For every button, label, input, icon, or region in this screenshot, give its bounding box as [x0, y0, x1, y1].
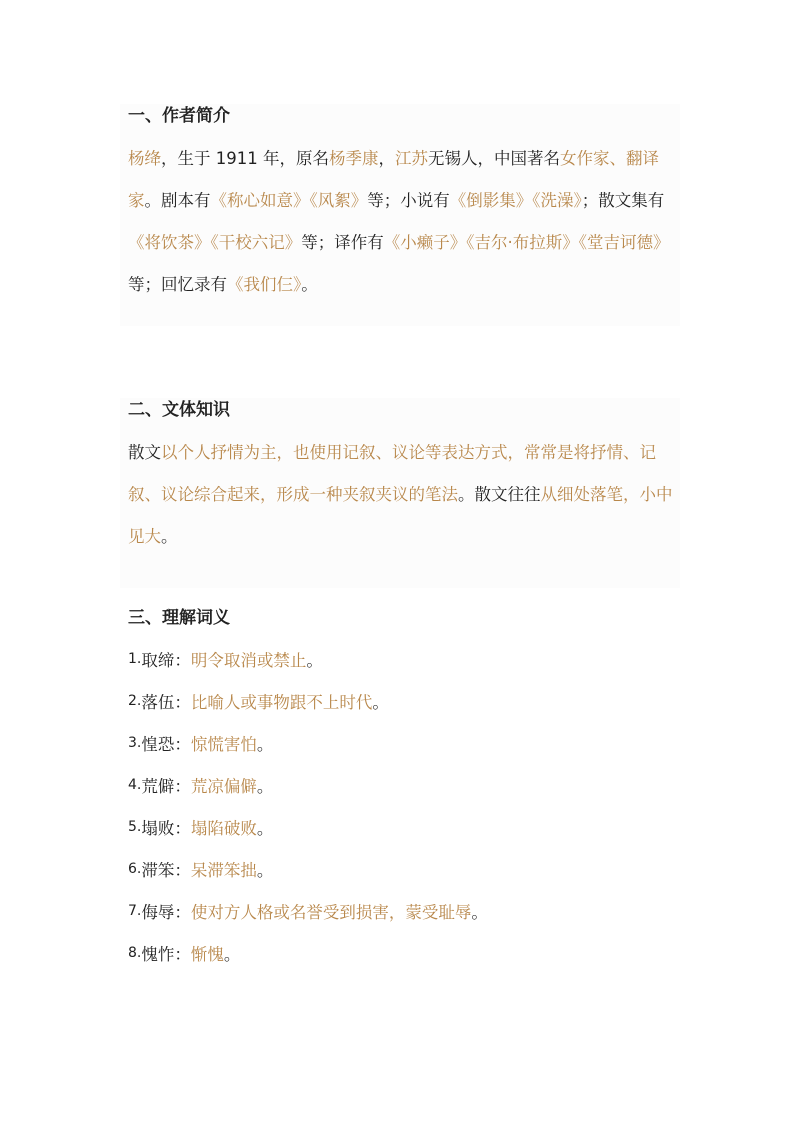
body-text: ， [378, 149, 395, 168]
separator: ： [174, 945, 191, 964]
vocabulary-definition: 塌陷破败 [190, 819, 257, 838]
highlighted-text: 《我们仨》 [227, 275, 302, 294]
end-punctuation: 。 [306, 651, 323, 670]
vocabulary-item [120, 892, 680, 934]
body-text: 无锡人，中国著名 [427, 149, 560, 168]
end-punctuation: 。 [256, 819, 274, 838]
highlighted-text: 江苏 [394, 149, 428, 168]
section-heading-genre: 二、文体知识 [128, 400, 230, 420]
vocabulary-item [120, 808, 680, 850]
section-heading-vocabulary: 三、理解词义 [128, 608, 230, 628]
vocabulary-word: 滞笨 [141, 861, 175, 880]
vocabulary-definition: 比喻人或事物跟不上时代 [190, 693, 373, 712]
vocabulary-item [120, 640, 680, 682]
vocabulary-word: 塌败 [141, 819, 175, 838]
vocabulary-word: 惶恐 [141, 735, 175, 754]
item-number: 4. [128, 777, 142, 793]
end-punctuation: 。 [471, 903, 488, 922]
separator: ： [174, 819, 191, 838]
body-text: 。剧本有 [144, 191, 211, 210]
separator: ： [174, 651, 191, 670]
vocabulary-definition: 惊慌害怕 [190, 735, 257, 754]
body-text: 等；回忆录有 [128, 275, 227, 294]
item-number: 8. [128, 945, 142, 961]
vocabulary-definition: 呆滞笨拙 [190, 861, 257, 880]
highlighted-text: 《称心如意》《风絮》 [210, 191, 368, 210]
body-text: 。 [161, 527, 178, 546]
body-text: 散文 [128, 443, 161, 462]
author-intro-paragraph [120, 138, 680, 306]
body-text: ，生于 1911 年，原名 [161, 149, 329, 168]
item-number: 6. [128, 861, 142, 877]
vocabulary-item [120, 850, 680, 892]
separator: ： [174, 693, 191, 712]
highlighted-text: 杨绛 [128, 149, 161, 168]
vocabulary-definition: 明令取消或禁止 [190, 651, 307, 670]
vocabulary-word: 落伍 [141, 693, 175, 712]
item-number: 3. [128, 735, 142, 751]
item-number: 2. [128, 693, 142, 709]
body-text: ；散文集有 [581, 191, 665, 210]
body-text: 。散文往往 [458, 485, 541, 504]
highlighted-text: 以个人抒情为主，也使用记叙、议论等表达方式，常常是将抒情、记叙、议论综合起来，形成一种夹叙夹议的笔法 [128, 443, 656, 504]
section-heading-author: 一、作者简介 [128, 106, 230, 126]
highlighted-text: 《倒影集》《洗澡》 [449, 191, 582, 210]
vocabulary-definition: 惭愧 [190, 945, 224, 964]
vocabulary-word: 愧怍 [141, 945, 175, 964]
vocabulary-item [120, 934, 680, 976]
vocabulary-definition: 使对方人格或名誉受到损害，蒙受耻辱 [190, 903, 472, 922]
vocabulary-word: 荒僻 [141, 777, 175, 796]
item-number: 1. [128, 651, 142, 667]
vocabulary-item [120, 766, 680, 808]
vocabulary-item [120, 724, 680, 766]
vocabulary-word: 侮辱 [141, 903, 175, 922]
vocabulary-definition: 荒凉偏僻 [190, 777, 257, 796]
body-text: 等；译作有 [301, 233, 384, 252]
highlighted-text: 《小癞子》《吉尔·布拉斯》《堂吉诃德》 [383, 233, 670, 252]
end-punctuation: 。 [372, 693, 389, 712]
vocabulary-list [120, 640, 680, 976]
item-number: 5. [128, 819, 142, 835]
section-author-intro [120, 104, 680, 326]
separator: ： [174, 861, 191, 880]
end-punctuation: 。 [256, 861, 274, 880]
separator: ： [174, 735, 191, 754]
section-vocabulary [120, 606, 680, 986]
end-punctuation: 。 [256, 735, 274, 754]
separator: ： [174, 777, 191, 796]
body-text: 。 [301, 275, 318, 294]
item-number: 7. [128, 903, 142, 919]
end-punctuation: 。 [223, 945, 241, 964]
highlighted-text: 杨季康 [328, 149, 379, 168]
highlighted-text: 《将饮茶》《干校六记》 [128, 233, 302, 252]
genre-knowledge-paragraph [120, 432, 680, 558]
vocabulary-item [120, 682, 680, 724]
vocabulary-word: 取缔 [141, 651, 175, 670]
highlighted-text: 女作家、翻译家 [128, 149, 659, 210]
highlighted-text: 从细处落笔，小中见大 [128, 485, 673, 546]
section-genre-knowledge [120, 398, 680, 588]
end-punctuation: 。 [256, 777, 274, 796]
separator: ： [174, 903, 191, 922]
body-text: 等；小说有 [367, 191, 450, 210]
